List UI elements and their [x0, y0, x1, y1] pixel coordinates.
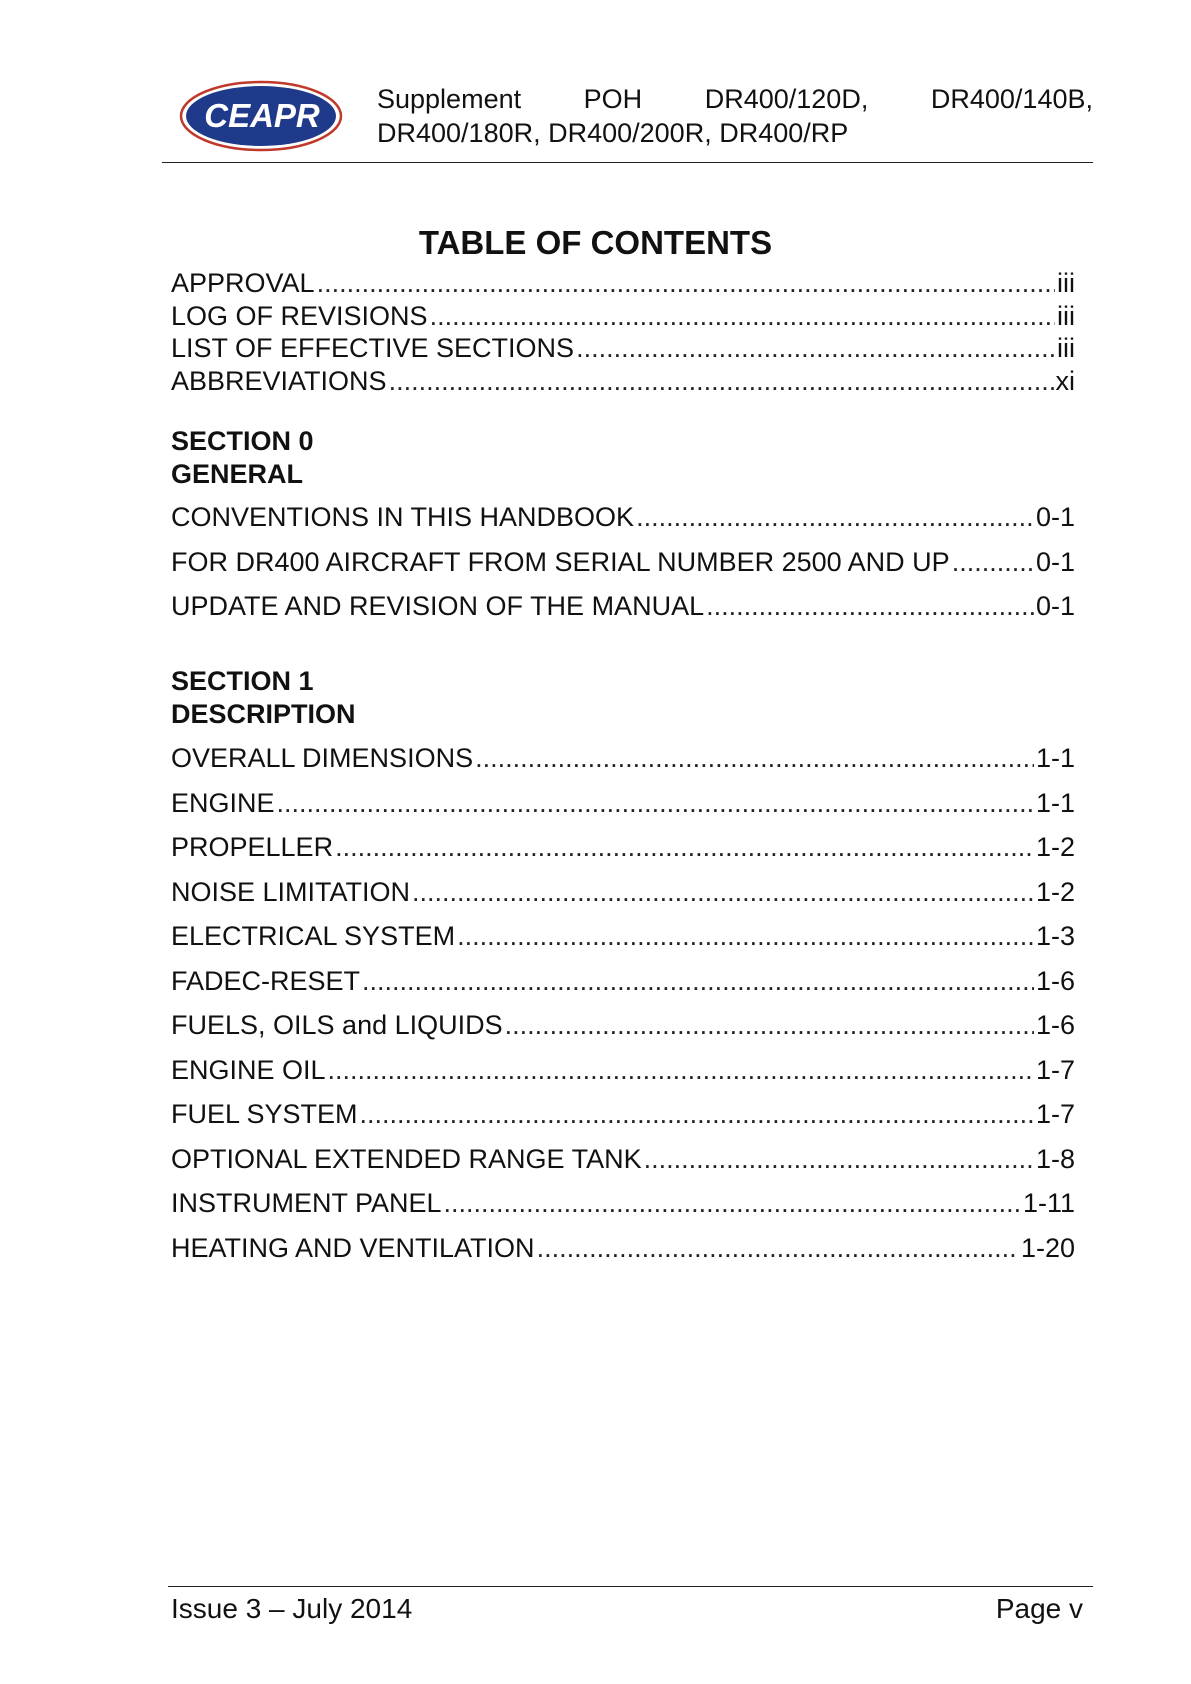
toc-entry[interactable]	[171, 1048, 1075, 1093]
toc-entry-label: APPROVAL	[171, 268, 315, 298]
toc-entry[interactable]	[171, 1226, 1075, 1271]
toc-entry[interactable]	[171, 825, 1075, 870]
toc-entry-label: FOR DR400 AIRCRAFT FROM SERIAL NUMBER 2500 AND UP	[171, 546, 950, 577]
dot-leader	[430, 300, 1055, 333]
toc-entry-page: 1-2	[1035, 876, 1075, 907]
toc-entry-label: NOISE LIMITATION	[171, 876, 411, 907]
toc-entry-page: 1-1	[1035, 787, 1075, 818]
dot-leader	[457, 914, 1034, 959]
toc-entry-page: iii	[1057, 333, 1075, 363]
toc-entry[interactable]	[171, 959, 1075, 1004]
page-header	[162, 74, 1093, 164]
toc-entry[interactable]	[171, 267, 1075, 300]
section-1-heading	[171, 665, 356, 731]
toc-entry-label: HEATING AND VENTILATION	[171, 1232, 535, 1263]
footer-divider	[168, 1586, 1093, 1587]
dot-leader	[475, 736, 1034, 781]
header-word: Supplement	[377, 84, 522, 114]
dot-leader	[360, 1092, 1034, 1137]
ceapr-logo	[178, 78, 344, 154]
toc-entry-page: 1-20	[1020, 1232, 1075, 1263]
dot-leader	[505, 1003, 1034, 1048]
toc-entry-page: iii	[1057, 268, 1075, 298]
toc-entry[interactable]	[171, 584, 1075, 629]
toc-entry[interactable]	[171, 1181, 1075, 1226]
dot-leader	[328, 1048, 1034, 1093]
toc-entry-page: 1-6	[1035, 1010, 1075, 1040]
toc-entry-page: 1-2	[1035, 832, 1075, 862]
toc-entry-label: LOG OF REVISIONS	[171, 300, 428, 331]
section-title: GENERAL	[171, 459, 304, 489]
dot-leader	[412, 870, 1034, 915]
footer-page-number: Page v	[995, 1593, 1083, 1624]
toc-entry[interactable]	[171, 365, 1075, 398]
dot-leader	[644, 1137, 1034, 1182]
dot-leader	[362, 959, 1034, 1004]
toc-entry[interactable]	[171, 1137, 1075, 1182]
dot-leader	[317, 267, 1055, 300]
toc-entry[interactable]	[171, 332, 1075, 365]
dot-leader	[576, 332, 1055, 365]
toc-entry-label: ELECTRICAL SYSTEM	[171, 921, 456, 951]
toc-entry-label: OPTIONAL EXTENDED RANGE TANK	[171, 1143, 642, 1174]
toc-entry-page: 1-7	[1035, 1099, 1075, 1129]
dot-leader	[636, 495, 1034, 540]
toc-entry-page: 0-1	[1035, 502, 1075, 532]
toc-entry-label: INSTRUMENT PANEL	[171, 1188, 442, 1218]
toc-entry[interactable]	[171, 540, 1075, 585]
toc-entry[interactable]	[171, 300, 1075, 333]
header-line-2: DR400/180R, DR400/200R, DR400/RP	[377, 118, 849, 148]
section-number: SECTION 1	[171, 666, 314, 696]
toc-entry[interactable]	[171, 1003, 1075, 1048]
dot-leader	[277, 781, 1034, 826]
toc-entry-label: FADEC-RESET	[171, 965, 361, 996]
toc-entry-page: iii	[1057, 300, 1075, 331]
header-word: POH	[583, 84, 643, 114]
section-1-entries	[171, 736, 1075, 1270]
toc-entry-label: FUEL SYSTEM	[171, 1099, 358, 1129]
header-word: DR400/140B,	[930, 84, 1093, 114]
section-0-heading	[171, 425, 314, 491]
footer-issue: Issue 3 – July 2014	[171, 1593, 413, 1624]
toc-entry[interactable]	[171, 1092, 1075, 1137]
header-title	[377, 82, 1093, 150]
toc-entry-label: CONVENTIONS IN THIS HANDBOOK	[171, 502, 635, 532]
dot-leader	[706, 584, 1034, 629]
toc-entry-label: UPDATE AND REVISION OF THE MANUAL	[171, 591, 705, 621]
toc-entry-label: FUELS, OILS and LIQUIDS	[171, 1010, 503, 1040]
front-matter-list	[171, 267, 1075, 397]
toc-entry-label: OVERALL DIMENSIONS	[171, 743, 474, 773]
toc-entry-page: 1-11	[1022, 1188, 1075, 1218]
toc-title: TABLE OF CONTENTS	[418, 224, 773, 261]
toc-entry-page: 1-3	[1035, 921, 1075, 951]
toc-entry-label: ABBREVIATIONS	[171, 365, 387, 396]
toc-entry-page: 1-8	[1035, 1143, 1075, 1174]
toc-entry-page: 0-1	[1035, 546, 1075, 577]
toc-entry[interactable]	[171, 495, 1075, 540]
dot-leader	[537, 1226, 1019, 1271]
toc-entry[interactable]	[171, 914, 1075, 959]
toc-entry-label: PROPELLER	[171, 832, 334, 862]
header-word: DR400/120D,	[704, 84, 869, 114]
toc-entry[interactable]	[171, 736, 1075, 781]
logo-text: CEAPR	[204, 97, 320, 134]
toc-entry[interactable]	[171, 870, 1075, 915]
toc-entry-page: xi	[1055, 365, 1075, 396]
toc-entry-page: 1-6	[1035, 965, 1075, 996]
dot-leader	[444, 1181, 1021, 1226]
section-0-entries	[171, 495, 1075, 629]
toc-entry-page: 1-1	[1035, 743, 1075, 773]
dot-leader	[952, 540, 1034, 585]
toc-entry-label: ENGINE OIL	[171, 1054, 326, 1085]
toc-entry-page: 0-1	[1035, 591, 1075, 621]
toc-entry-label: LIST OF EFFECTIVE SECTIONS	[171, 333, 575, 363]
section-number: SECTION 0	[171, 426, 314, 456]
toc-entry-label: ENGINE	[171, 787, 275, 818]
header-divider	[162, 162, 1093, 163]
section-title: DESCRIPTION	[171, 699, 356, 729]
dot-leader	[335, 825, 1034, 870]
dot-leader	[389, 365, 1054, 398]
toc-entry-page: 1-7	[1035, 1054, 1075, 1085]
toc-entry[interactable]	[171, 781, 1075, 826]
